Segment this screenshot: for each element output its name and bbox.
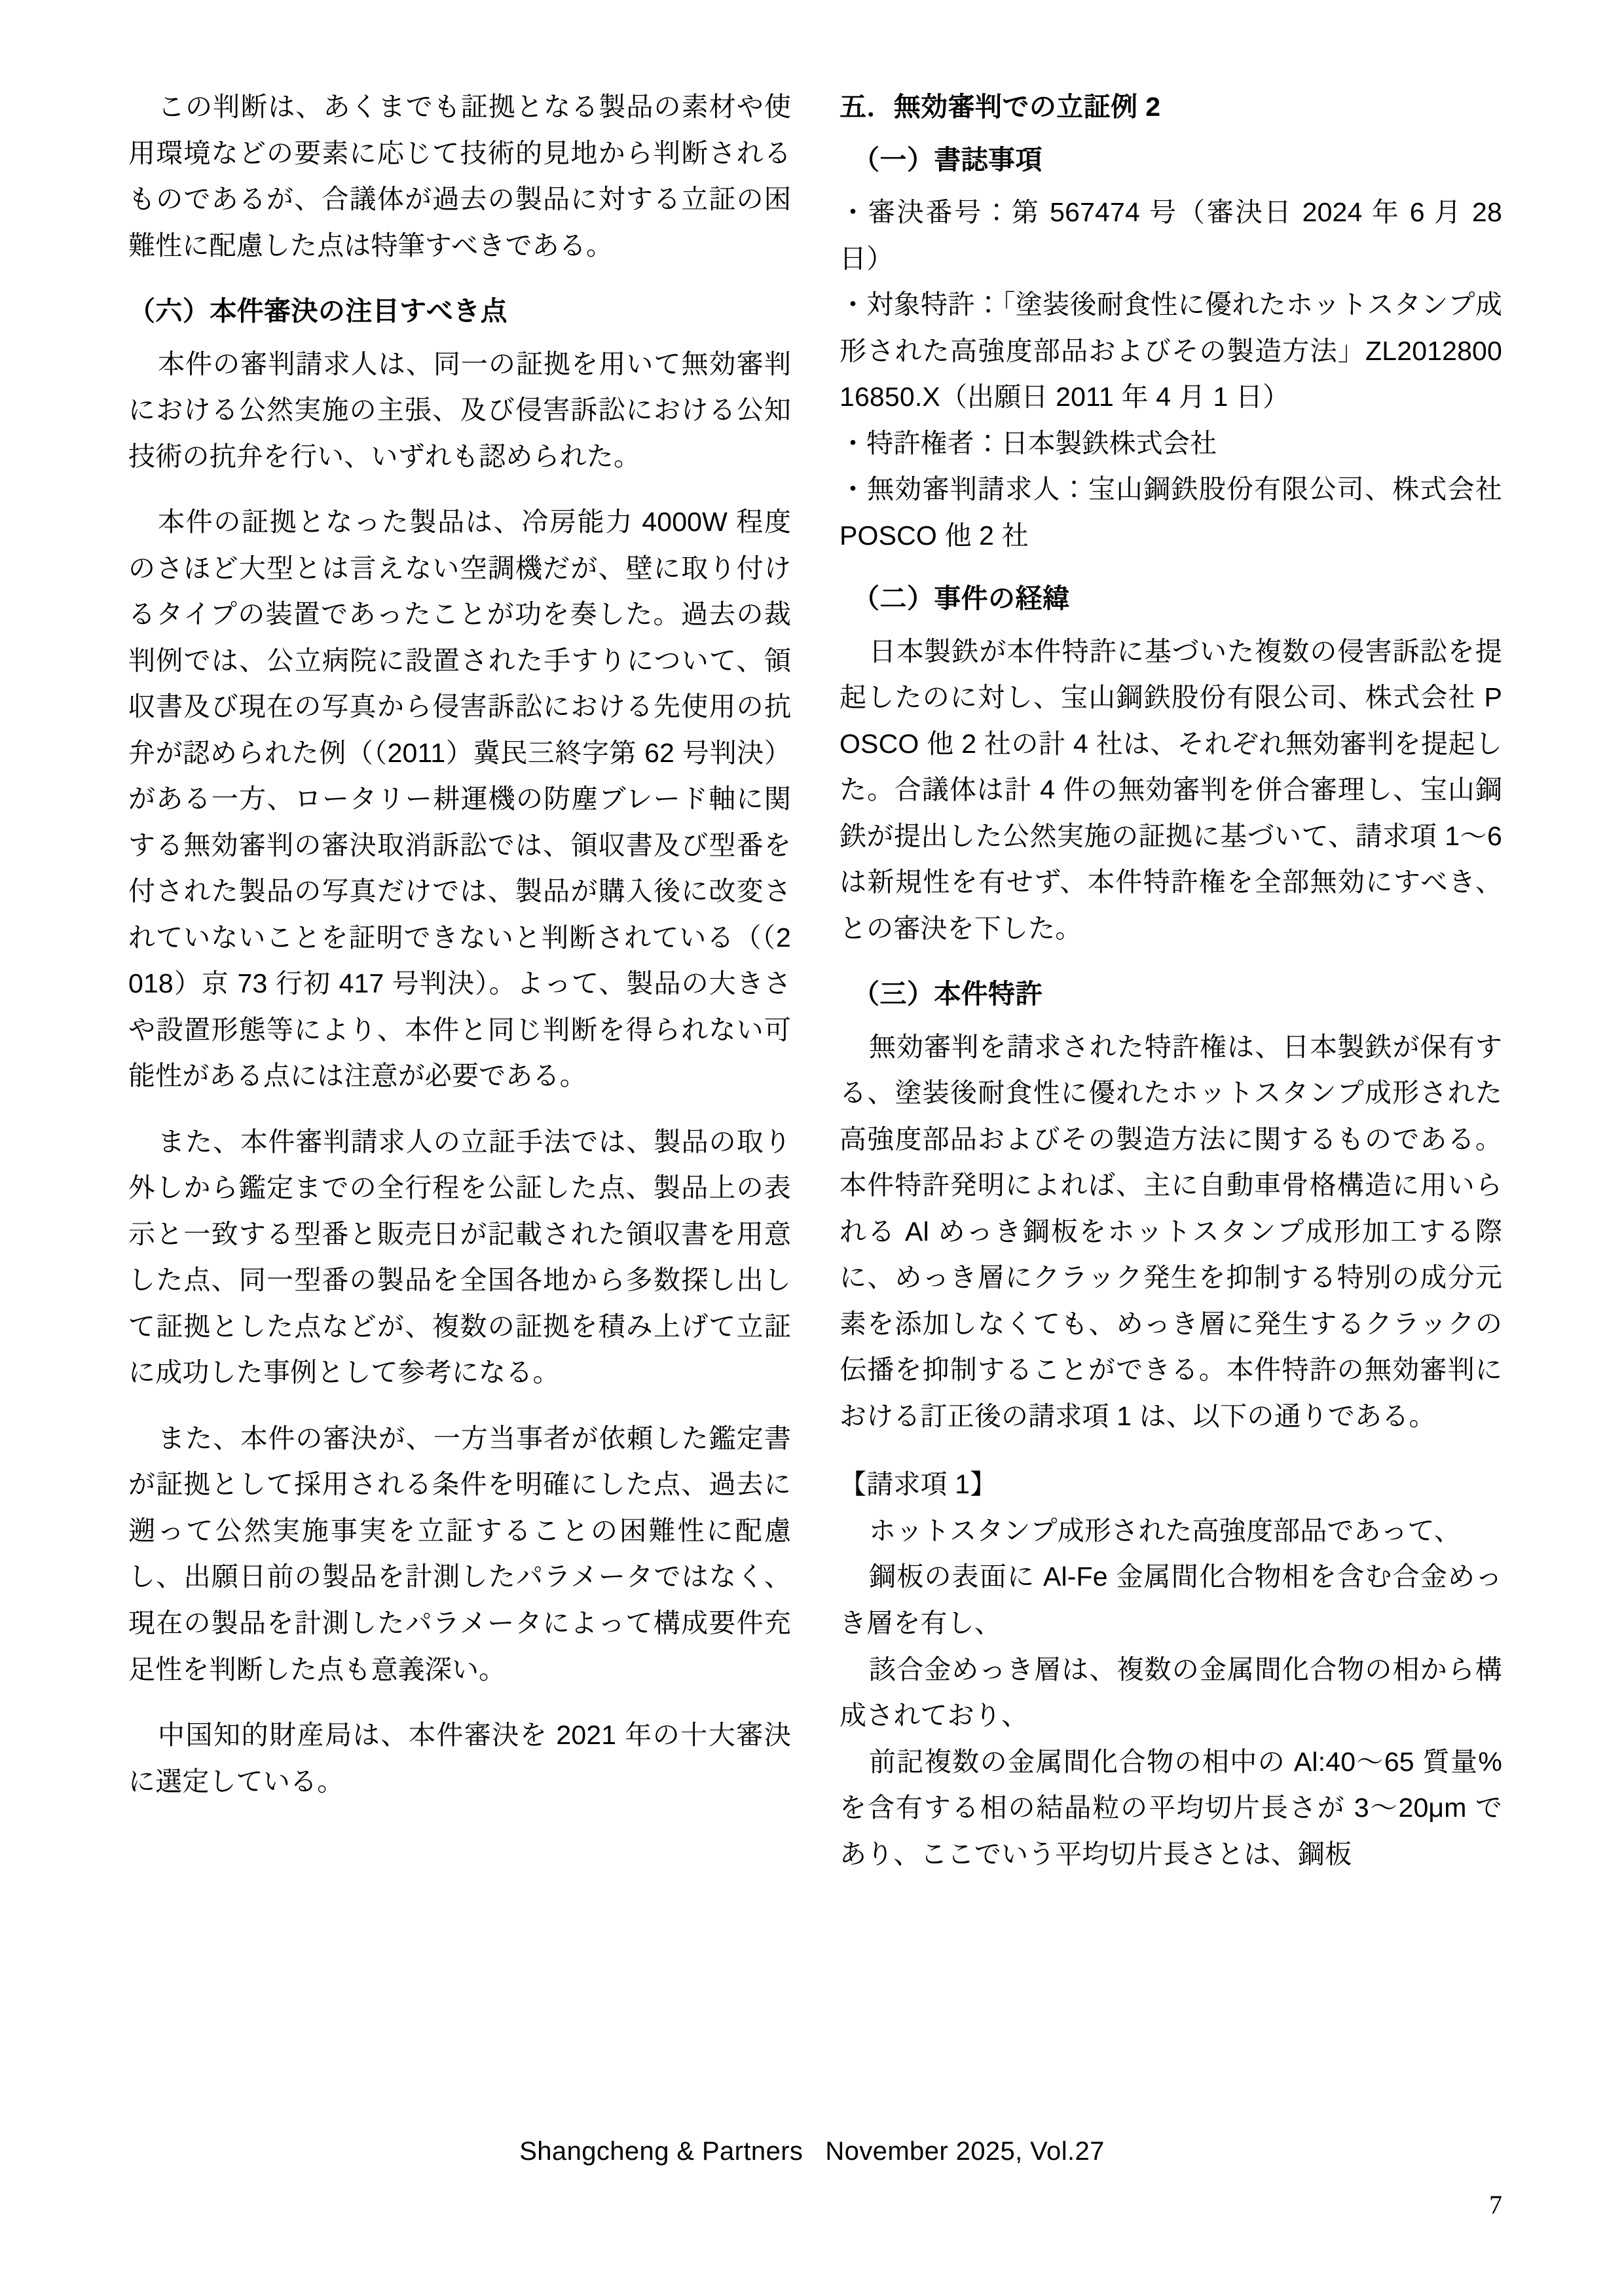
- footer-publisher: Shangcheng & Partners: [519, 2137, 803, 2166]
- bibliography-item-patent: ・対象特許：「塗装後耐食性に優れたホットスタンプ成形された高強度部品およびその製造方法」ZL201280016850.X（出願日 2011 年 4 月 1 日）: [840, 289, 1502, 412]
- bibliography-item-petitioner: ・無効審判請求人：宝山鋼鉄股份有限公司、株式会社 POSCO 他 2 社: [840, 474, 1502, 551]
- claim-line: 前記複数の金属間化合物の相中の Al:40〜65 質量%を含有する相の結晶粒の平均切片長さが 3〜20μm であり、ここでいう平均切片長さとは、鋼板: [840, 1746, 1502, 1869]
- paragraph-case-history: 日本製鉄が本件特許に基づいた複数の侵害訴訟を提起したのに対し、宝山鋼鉄股份有限公司、株式会社 POSCO 他 2 社の計 4 社は、それぞれ無効審判を提起した。合議体は計 4 件の無効審判を併合審理し、宝山鋼鉄が提出した公然実施の証拠に基づいて、請求項 1〜6 は新規性を有せず、本件特許権を全部無効にすべき、との審決を下した。: [840, 636, 1502, 943]
- paragraph-continued: この判断は、あくまでも証拠となる製品の素材や使用環境などの要素に応じて技術的見地から判断されるものであるが、合議体が過去の製品に対する立証の困難性に配慮した点は特筆すべきである。: [128, 92, 791, 261]
- left-column: [128, 84, 791, 1824]
- heading-bibliography: （一）書誌事項: [853, 144, 1043, 175]
- paragraph-patent-summary: 無効審判を請求された特許権は、日本製鉄が保有する、塗装後耐食性に優れたホットスタンプ成形された高強度部品およびその製造方法に関するものである。本件特許発明によれば、主に自動車骨格構造に用いられる Al めっき鋼板をホットスタンプ成形加工する際に、めっき層にクラック発生を抑制する特別の成分元素を添加しなくても、めっき層に発生するクラックの伝播を抑制することができる。本件特許の無効審判における訂正後の請求項 1 は、以下の通りである。: [840, 1031, 1502, 1431]
- claim-line: ホットスタンプ成形された高強度部品であって、: [869, 1515, 1461, 1546]
- paragraph: 本件の審判請求人は、同一の証拠を用いて無効審判における公然実施の主張、及び侵害訴訟における公知技術の抗弁を行い、いずれも認められた。: [128, 348, 791, 471]
- paragraph: 本件の証拠となった製品は、冷房能力 4000W 程度のさほど大型とは言えない空調機だが、壁に取り付けるタイプの装置であったことが功を奏した。過去の裁判例では、公立病院に設置された手すりについて、領収書及び現在の写真から侵害訴訟における先使用の抗弁が認められた例（（2011）冀民三終字第 62 号判決）がある一方、ロータリー耕運機の防塵ブレード軸に関する無効審判の審決取消訴訟では、領収書及び型番を付された製品の写真だけでは、製品が購入後に改変されていないことを証明できないと判断されている（（2018）京 73 行初 417 号判決）。よって、製品の大きさや設置形態等により、本件と同じ判断を得られない可能性がある点には注意が必要である。: [128, 507, 791, 1091]
- heading-case-history: （二）事件の経緯: [853, 583, 1070, 614]
- claim-line: 鋼板の表面に Al-Fe 金属間化合物相を含む合金めっき層を有し、: [840, 1561, 1502, 1638]
- right-column: [840, 84, 1502, 1877]
- page-number: 7: [1489, 2190, 1502, 2219]
- two-column-body: [128, 84, 1502, 2094]
- footer-issue: November 2025, Vol.27: [825, 2137, 1105, 2166]
- bibliography-item-patentee: ・特許権者：日本製鉄株式会社: [840, 428, 1217, 458]
- claim-title: 【請求項 1】: [840, 1469, 997, 1500]
- paragraph: また、本件審判請求人の立証手法では、製品の取り外しから鑑定までの全行程を公証した点、製品上の表示と一致する型番と販売日が記載された領収書を用意した点、同一型番の製品を全国各地から多数探し出して証拠とした点などが、複数の証拠を積み上げて立証に成功した事例として参考になる。: [128, 1126, 791, 1388]
- heading-section-six: （六）本件審決の注目すべき点: [128, 296, 507, 327]
- page-footer: [0, 2136, 1624, 2167]
- claim-line: 該合金めっき層は、複数の金属間化合物の相から構成されており、: [840, 1654, 1502, 1731]
- heading-section-five: 五．無効審判での立証例 2: [840, 92, 1161, 122]
- paragraph: また、本件の審決が、一方当事者が依頼した鑑定書が証拠として採用される条件を明確にした点、過去に遡って公然実施事実を立証することの困難性に配慮し、出願日前の製品を計測したパラメータではなく、現在の製品を計測したパラメータによって構成要件充足性を判断した点も意義深い。: [128, 1423, 791, 1685]
- heading-subject-patent: （三）本件特許: [853, 979, 1043, 1010]
- bibliography-item-decision-number: ・審決番号：第 567474 号（審決日 2024 年 6 月 28 日）: [840, 197, 1502, 274]
- paragraph: 中国知的財産局は、本件審決を 2021 年の十大審決に選定している。: [128, 1720, 791, 1796]
